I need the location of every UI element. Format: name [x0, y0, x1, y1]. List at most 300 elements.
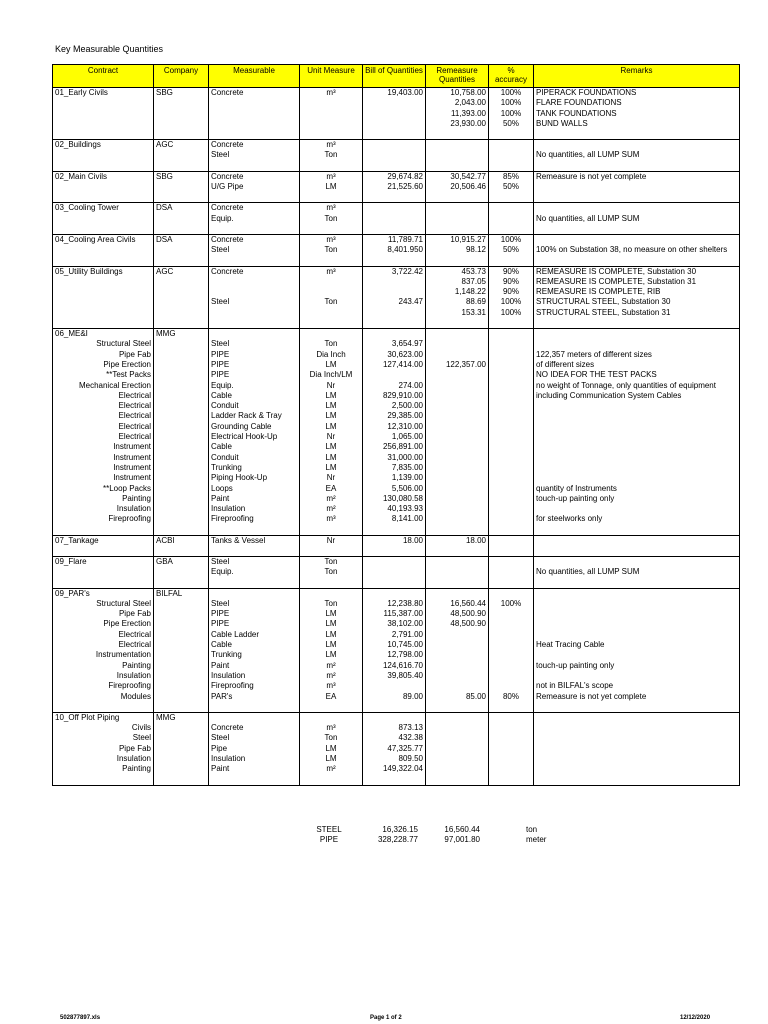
- spacer-row: [53, 224, 740, 235]
- cell-sub-item: Electrical: [53, 432, 154, 442]
- cell-unit-measure: Ton: [300, 599, 363, 609]
- cell-unit-measure: m³: [300, 88, 363, 99]
- cell-remarks: [534, 599, 740, 609]
- cell-bill-of-quantities: [363, 109, 426, 119]
- cell-remeasure-quantities: [426, 723, 489, 733]
- cell-measurable: [209, 546, 300, 557]
- cell-remeasure-quantities: 122,357.00: [426, 360, 489, 370]
- cell-sub-item: Painting: [53, 764, 154, 774]
- cell-company: [154, 411, 209, 421]
- cell-measurable: Insulation: [209, 754, 300, 764]
- cell-unit-measure: [300, 224, 363, 235]
- cell-sub-item: Pipe Fab: [53, 350, 154, 360]
- cell-bill-of-quantities: 12,238.80: [363, 599, 426, 609]
- cell-remarks: REMEASURE IS COMPLETE, RIB: [534, 287, 740, 297]
- cell-sub-item: Electrical: [53, 422, 154, 432]
- cell-unit-measure: m³: [300, 266, 363, 277]
- cell-remarks: [534, 556, 740, 567]
- cell-unit-measure: LM: [300, 401, 363, 411]
- table-row: [53, 150, 740, 160]
- cell-accuracy: [489, 161, 534, 172]
- cell-sub-item: Pipe Fab: [53, 609, 154, 619]
- cell-contract: 07_Tankage: [53, 535, 154, 546]
- cell-unit-measure: Ton: [300, 297, 363, 307]
- cell-remeasure-quantities: 20,506.46: [426, 182, 489, 192]
- cell-bill-of-quantities: 12,310.00: [363, 422, 426, 432]
- cell-measurable: Fireproofing: [209, 514, 300, 524]
- cell-measurable: [209, 161, 300, 172]
- cell-contract: [53, 109, 154, 119]
- cell-bill-of-quantities: 29,385.00: [363, 411, 426, 421]
- cell-accuracy: 85%: [489, 171, 534, 182]
- cell-remeasure-quantities: [426, 370, 489, 380]
- header-remarks: Remarks: [534, 65, 740, 88]
- cell-remeasure-quantities: [426, 754, 489, 764]
- cell-bill-of-quantities: [363, 224, 426, 235]
- cell-remeasure-quantities: [426, 546, 489, 557]
- totals-remeasure: 97,001.80: [444, 835, 480, 845]
- table-row: [53, 109, 740, 119]
- cell-measurable: Loops: [209, 484, 300, 494]
- cell-remeasure-quantities: [426, 650, 489, 660]
- cell-accuracy: [489, 401, 534, 411]
- cell-bill-of-quantities: 256,891.00: [363, 442, 426, 452]
- cell-company: [154, 401, 209, 411]
- cell-accuracy: [489, 775, 534, 786]
- cell-measurable: Steel: [209, 599, 300, 609]
- cell-company: [154, 775, 209, 786]
- cell-measurable: Equip.: [209, 567, 300, 577]
- cell-accuracy: [489, 339, 534, 349]
- cell-accuracy: 100%: [489, 599, 534, 609]
- cell-bill-of-quantities: [363, 318, 426, 329]
- cell-remarks: [534, 546, 740, 557]
- cell-remeasure-quantities: 98.12: [426, 245, 489, 255]
- cell-company: [154, 463, 209, 473]
- cell-measurable: Ladder Rack & Tray: [209, 411, 300, 421]
- header-row: [53, 65, 740, 88]
- cell-accuracy: [489, 411, 534, 421]
- cell-accuracy: 100%: [489, 308, 534, 318]
- cell-bill-of-quantities: 115,387.00: [363, 609, 426, 619]
- cell-accuracy: 50%: [489, 119, 534, 129]
- cell-company: [154, 119, 209, 129]
- cell-measurable: Fireproofing: [209, 681, 300, 691]
- cell-accuracy: [489, 578, 534, 589]
- cell-measurable: Cable: [209, 442, 300, 452]
- cell-sub-item: Electrical: [53, 411, 154, 421]
- cell-contract: 04_Cooling Area Civils: [53, 234, 154, 245]
- cell-accuracy: [489, 514, 534, 524]
- cell-remeasure-quantities: [426, 129, 489, 140]
- cell-unit-measure: LM: [300, 360, 363, 370]
- cell-company: AGC: [154, 266, 209, 277]
- cell-measurable: [209, 277, 300, 287]
- cell-measurable: Trunking: [209, 650, 300, 660]
- cell-bill-of-quantities: 31,000.00: [363, 453, 426, 463]
- cell-bill-of-quantities: [363, 556, 426, 567]
- cell-measurable: [209, 129, 300, 140]
- cell-remarks: quantity of Instruments: [534, 484, 740, 494]
- table-row: [53, 234, 740, 245]
- cell-remarks: PIPERACK FOUNDATIONS: [534, 88, 740, 99]
- cell-accuracy: [489, 681, 534, 691]
- cell-company: BILFAL: [154, 588, 209, 599]
- cell-remarks: FLARE FOUNDATIONS: [534, 98, 740, 108]
- cell-remeasure-quantities: 153.31: [426, 308, 489, 318]
- cell-sub-item: Insulation: [53, 504, 154, 514]
- cell-company: [154, 578, 209, 589]
- cell-contract: [53, 245, 154, 255]
- cell-company: [154, 640, 209, 650]
- cell-unit-measure: m²: [300, 661, 363, 671]
- table-row: [53, 463, 740, 473]
- totals-label: PIPE: [319, 835, 339, 845]
- cell-company: [154, 661, 209, 671]
- table-row: [53, 98, 740, 108]
- cell-remeasure-quantities: [426, 224, 489, 235]
- table-row: [53, 609, 740, 619]
- footer-page-number: Page 1 of 2: [370, 1015, 402, 1021]
- cell-remeasure-quantities: [426, 192, 489, 203]
- cell-contract: 03_Cooling Tower: [53, 203, 154, 214]
- cell-bill-of-quantities: 3,722.42: [363, 266, 426, 277]
- cell-company: [154, 473, 209, 483]
- cell-sub-item: Civils: [53, 723, 154, 733]
- totals-unit: meter: [526, 835, 547, 845]
- cell-remarks: not in BILFAL's scope: [534, 681, 740, 691]
- table-row: [53, 391, 740, 401]
- cell-unit-measure: m³: [300, 514, 363, 524]
- cell-bill-of-quantities: 5,506.00: [363, 484, 426, 494]
- cell-unit-measure: [300, 98, 363, 108]
- cell-accuracy: [489, 360, 534, 370]
- cell-remeasure-quantities: [426, 671, 489, 681]
- cell-unit-measure: Ton: [300, 214, 363, 224]
- cell-bill-of-quantities: 19,403.00: [363, 88, 426, 99]
- cell-bill-of-quantities: 149,322.04: [363, 764, 426, 774]
- cell-company: [154, 744, 209, 754]
- cell-accuracy: [489, 733, 534, 743]
- cell-remeasure-quantities: 837.05: [426, 277, 489, 287]
- cell-sub-item: Pipe Erection: [53, 360, 154, 370]
- cell-unit-measure: Nr: [300, 535, 363, 546]
- cell-unit-measure: LM: [300, 422, 363, 432]
- table-row: [53, 171, 740, 182]
- table-row: [53, 556, 740, 567]
- cell-company: [154, 360, 209, 370]
- cell-accuracy: [489, 504, 534, 514]
- table-row: [53, 733, 740, 743]
- cell-bill-of-quantities: [363, 775, 426, 786]
- contract-group: [53, 556, 740, 588]
- cell-measurable: Conduit: [209, 453, 300, 463]
- cell-unit-measure: [300, 775, 363, 786]
- cell-sub-item: Insulation: [53, 671, 154, 681]
- cell-measurable: PIPE: [209, 619, 300, 629]
- table-row: [53, 297, 740, 307]
- table-row: [53, 370, 740, 380]
- cell-remarks: No quantities, all LUMP SUM: [534, 567, 740, 577]
- cell-remeasure-quantities: 48,500.90: [426, 609, 489, 619]
- cell-bill-of-quantities: [363, 681, 426, 691]
- cell-remeasure-quantities: [426, 733, 489, 743]
- cell-bill-of-quantities: [363, 287, 426, 297]
- cell-accuracy: [489, 203, 534, 214]
- cell-contract: [53, 224, 154, 235]
- cell-company: [154, 733, 209, 743]
- table-row: [53, 640, 740, 650]
- cell-remeasure-quantities: 30,542.77: [426, 171, 489, 182]
- cell-remarks: [534, 525, 740, 536]
- cell-unit-measure: [300, 546, 363, 557]
- cell-accuracy: [489, 422, 534, 432]
- cell-measurable: Paint: [209, 764, 300, 774]
- cell-remarks: [534, 723, 740, 733]
- table-row: [53, 140, 740, 151]
- cell-accuracy: [489, 214, 534, 224]
- table-row: [53, 723, 740, 733]
- cell-accuracy: [489, 150, 534, 160]
- cell-accuracy: [489, 484, 534, 494]
- cell-measurable: Insulation: [209, 671, 300, 681]
- cell-accuracy: [489, 546, 534, 557]
- cell-remarks: [534, 588, 740, 599]
- cell-remarks: [534, 329, 740, 340]
- cell-bill-of-quantities: 243.47: [363, 297, 426, 307]
- table-row: [53, 473, 740, 483]
- cell-remeasure-quantities: [426, 494, 489, 504]
- cell-unit-measure: LM: [300, 650, 363, 660]
- cell-remarks: of different sizes: [534, 360, 740, 370]
- cell-bill-of-quantities: 127,414.00: [363, 360, 426, 370]
- cell-sub-item: Painting: [53, 661, 154, 671]
- cell-sub-item: Electrical: [53, 401, 154, 411]
- cell-company: [154, 98, 209, 108]
- cell-bill-of-quantities: 40,193.93: [363, 504, 426, 514]
- table-row: [53, 287, 740, 297]
- cell-unit-measure: LM: [300, 744, 363, 754]
- cell-remeasure-quantities: 85.00: [426, 692, 489, 702]
- cell-remarks: [534, 453, 740, 463]
- spacer-row: [53, 546, 740, 557]
- cell-measurable: PIPE: [209, 370, 300, 380]
- cell-measurable: Steel: [209, 245, 300, 255]
- table-row: [53, 401, 740, 411]
- cell-accuracy: [489, 391, 534, 401]
- cell-unit-measure: [300, 308, 363, 318]
- cell-accuracy: 90%: [489, 266, 534, 277]
- cell-contract: 09_PAR's: [53, 588, 154, 599]
- cell-unit-measure: EA: [300, 484, 363, 494]
- table-row: [53, 671, 740, 681]
- cell-company: [154, 432, 209, 442]
- cell-contract: [53, 277, 154, 287]
- cell-sub-item: Instrument: [53, 442, 154, 452]
- cell-remarks: [534, 535, 740, 546]
- cell-accuracy: [489, 619, 534, 629]
- cell-accuracy: [489, 556, 534, 567]
- cell-company: SBG: [154, 171, 209, 182]
- table-row: [53, 504, 740, 514]
- cell-accuracy: 100%: [489, 88, 534, 99]
- cell-measurable: Electrical Hook-Up: [209, 432, 300, 442]
- cell-contract: [53, 567, 154, 577]
- cell-accuracy: [489, 764, 534, 774]
- table-row: [53, 329, 740, 340]
- cell-accuracy: 100%: [489, 98, 534, 108]
- cell-company: [154, 609, 209, 619]
- cell-remeasure-quantities: [426, 514, 489, 524]
- cell-remarks: [534, 401, 740, 411]
- cell-remarks: [534, 702, 740, 713]
- cell-unit-measure: m³: [300, 681, 363, 691]
- cell-remarks: [534, 463, 740, 473]
- table-row: [53, 360, 740, 370]
- cell-accuracy: [489, 609, 534, 619]
- cell-remeasure-quantities: [426, 422, 489, 432]
- cell-remarks: [534, 619, 740, 629]
- cell-unit-measure: [300, 712, 363, 723]
- cell-accuracy: 90%: [489, 287, 534, 297]
- cell-unit-measure: [300, 256, 363, 267]
- cell-remeasure-quantities: [426, 140, 489, 151]
- contract-group: [53, 234, 740, 266]
- cell-unit-measure: m²: [300, 504, 363, 514]
- table-row: [53, 744, 740, 754]
- cell-remeasure-quantities: [426, 391, 489, 401]
- table-row: [53, 712, 740, 723]
- cell-remeasure-quantities: [426, 339, 489, 349]
- totals-row: [300, 835, 588, 845]
- cell-measurable: U/G Pipe: [209, 182, 300, 192]
- contract-group: [53, 329, 740, 536]
- cell-bill-of-quantities: 829,910.00: [363, 391, 426, 401]
- cell-remarks: NO IDEA FOR THE TEST PACKS: [534, 370, 740, 380]
- cell-accuracy: [489, 630, 534, 640]
- cell-contract: 01_Early Civils: [53, 88, 154, 99]
- quantities-table: [52, 64, 740, 786]
- cell-company: [154, 224, 209, 235]
- cell-remarks: [534, 671, 740, 681]
- cell-company: [154, 723, 209, 733]
- cell-measurable: Steel: [209, 150, 300, 160]
- cell-bill-of-quantities: 10,745.00: [363, 640, 426, 650]
- cell-remeasure-quantities: [426, 161, 489, 172]
- cell-remarks: [534, 256, 740, 267]
- cell-unit-measure: Dia Inch: [300, 350, 363, 360]
- cell-remeasure-quantities: [426, 525, 489, 536]
- cell-remeasure-quantities: [426, 775, 489, 786]
- totals-table: [300, 825, 588, 846]
- cell-unit-measure: Nr: [300, 381, 363, 391]
- cell-company: [154, 422, 209, 432]
- cell-accuracy: [489, 567, 534, 577]
- cell-measurable: Grounding Cable: [209, 422, 300, 432]
- table-row: [53, 453, 740, 463]
- cell-bill-of-quantities: [363, 203, 426, 214]
- cell-bill-of-quantities: 124,616.70: [363, 661, 426, 671]
- cell-remarks: [534, 234, 740, 245]
- contract-group: [53, 171, 740, 203]
- footer-date: 12/12/2020: [680, 1015, 711, 1021]
- cell-remarks: [534, 224, 740, 235]
- cell-accuracy: [489, 318, 534, 329]
- cell-remeasure-quantities: 48,500.90: [426, 619, 489, 629]
- cell-bill-of-quantities: 274.00: [363, 381, 426, 391]
- cell-accuracy: 50%: [489, 182, 534, 192]
- cell-accuracy: 50%: [489, 245, 534, 255]
- cell-sub-item: Pipe Fab: [53, 744, 154, 754]
- cell-unit-measure: m³: [300, 234, 363, 245]
- cell-contract: [53, 214, 154, 224]
- footer-filename: 502877897.xls: [60, 1015, 101, 1021]
- cell-unit-measure: [300, 129, 363, 140]
- table-row: [53, 588, 740, 599]
- cell-remeasure-quantities: [426, 702, 489, 713]
- header-company: Company: [154, 65, 209, 88]
- cell-bill-of-quantities: 7,835.00: [363, 463, 426, 473]
- table-row: [53, 422, 740, 432]
- cell-unit-measure: [300, 277, 363, 287]
- header-remeasure-quantities: Remeasure Quantities: [426, 65, 489, 88]
- cell-bill-of-quantities: 3,654.97: [363, 339, 426, 349]
- cell-measurable: [209, 775, 300, 786]
- cell-remeasure-quantities: [426, 150, 489, 160]
- cell-unit-measure: LM: [300, 630, 363, 640]
- cell-unit-measure: Ton: [300, 150, 363, 160]
- cell-remarks: TANK FOUNDATIONS: [534, 109, 740, 119]
- table-row: [53, 277, 740, 287]
- cell-company: [154, 671, 209, 681]
- cell-accuracy: [489, 723, 534, 733]
- contract-group: [53, 203, 740, 235]
- cell-remarks: Remeasure is not yet complete: [534, 171, 740, 182]
- cell-bill-of-quantities: 8,401.950: [363, 245, 426, 255]
- cell-sub-item: Fireproofing: [53, 681, 154, 691]
- cell-company: [154, 381, 209, 391]
- cell-remeasure-quantities: [426, 411, 489, 421]
- contract-group: [53, 535, 740, 556]
- cell-measurable: PIPE: [209, 360, 300, 370]
- cell-sub-item: Electrical: [53, 640, 154, 650]
- cell-measurable: [209, 329, 300, 340]
- cell-accuracy: [489, 370, 534, 380]
- table-row: [53, 266, 740, 277]
- table-row: [53, 203, 740, 214]
- cell-remeasure-quantities: [426, 256, 489, 267]
- cell-remeasure-quantities: [426, 350, 489, 360]
- cell-remarks: [534, 609, 740, 619]
- cell-unit-measure: LM: [300, 609, 363, 619]
- cell-measurable: Tanks & Vessel: [209, 535, 300, 546]
- cell-contract: [53, 775, 154, 786]
- cell-bill-of-quantities: [363, 588, 426, 599]
- cell-company: [154, 764, 209, 774]
- cell-unit-measure: m²: [300, 671, 363, 681]
- spacer-row: [53, 192, 740, 203]
- cell-remarks: for steelworks only: [534, 514, 740, 524]
- table-row: [53, 650, 740, 660]
- totals-bill: 328,228.77: [377, 835, 418, 845]
- cell-bill-of-quantities: [363, 702, 426, 713]
- totals-label: STEEL: [316, 825, 342, 834]
- cell-bill-of-quantities: [363, 712, 426, 723]
- cell-measurable: [209, 308, 300, 318]
- cell-sub-item: Instrument: [53, 453, 154, 463]
- table-row: [53, 535, 740, 546]
- cell-contract: [53, 192, 154, 203]
